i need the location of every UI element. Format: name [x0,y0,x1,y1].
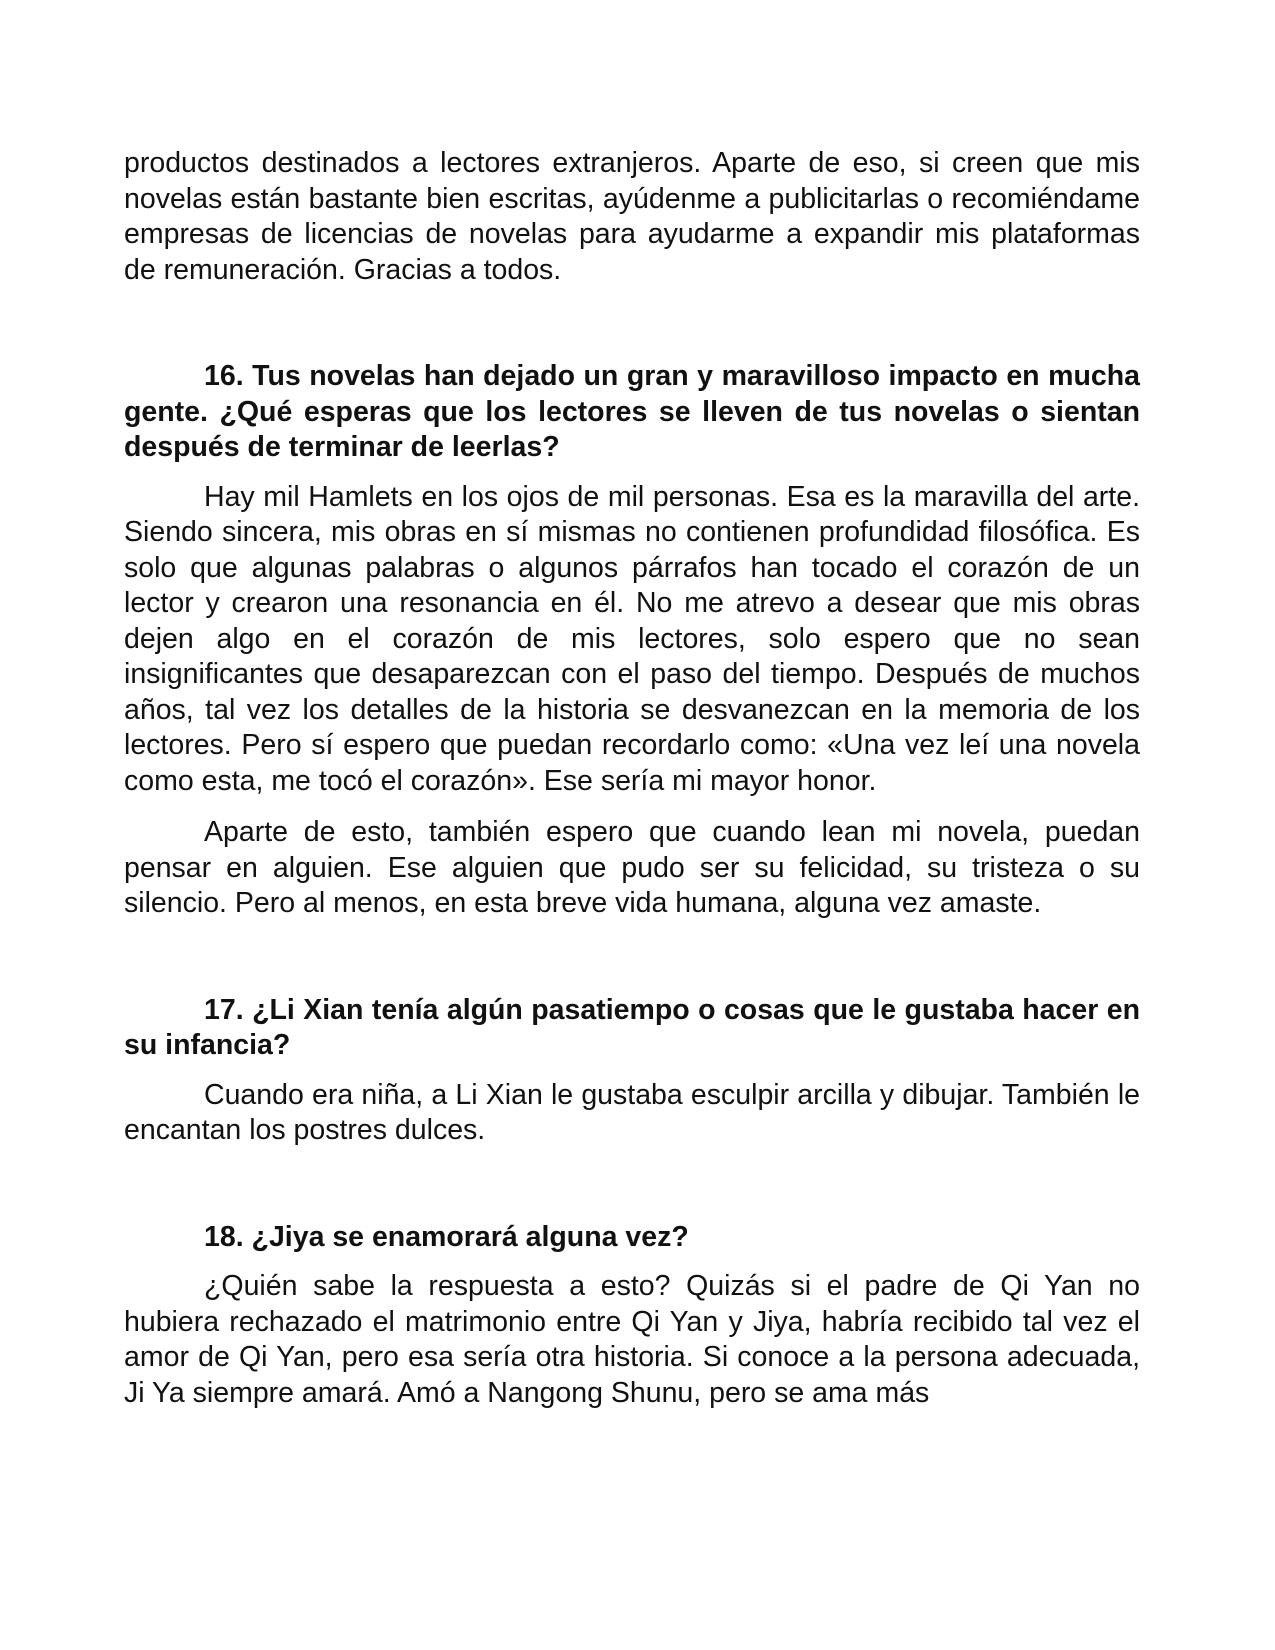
answer-18-paragraph-1: ¿Quién sabe la respuesta a esto? Quizás si el padre de Qi Yan no hubiera rechazado el matrimonio entre Qi Yan y Jiya, habría recibido tal vez el amor de Qi Yan, pero esa sería otra historia. Si conoce a la persona adecuada, Ji Ya siempre amará. Amó a Nangong Shunu, pero se ama más [124,1270,1140,1409]
answer-16-paragraph-2: Aparte de esto, también espero que cuando lean mi novela, puedan pensar en alguien. Ese alguien que pudo ser su felicidad, su tristeza o su silencio. Pero al menos, en esta breve vida humana, alguna vez amaste. [124,816,1140,919]
answer-17-paragraph-1: Cuando era niña, a Li Xian le gustaba esculpir arcilla y dibujar. También le encantan los postres dulces. [124,1078,1140,1146]
question-16: 16. Tus novelas han dejado un gran y maravilloso impacto en mucha gente. ¿Qué esperas que los lectores se lleven de tus novelas o sientan después de terminar de leerlas? [124,360,1140,463]
question-18: 18. ¿Jiya se enamorará alguna vez? [204,1220,689,1253]
document-page [124,146,1140,1411]
answer-16-paragraph-1: Hay mil Hamlets en los ojos de mil personas. Esa es la maravilla del arte. Siendo sincera, mis obras en sí mismas no contienen profundidad filosófica. Es solo que algunas palabras o algunos párrafos han tocado el corazón de un lector y crearon una resonancia en él. No me atrevo a desear que mis obras dejen algo en el corazón de mis lectores, solo espero que no sean insignificantes que desaparezcan con el paso del tiempo. Después de muchos años, tal vez los detalles de la historia se desvanezcan en la memoria de los lectores. Pero sí espero que puedan recordarlo como: «Una vez leí una novela como esta, me tocó el corazón». Ese sería mi mayor honor. [124,480,1140,797]
intro-paragraph: productos destinados a lectores extranjeros. Aparte de eso, si creen que mis novelas están bastante bien escritas, ayúdenme a publicitarlas o recomiéndame empresas de licencias de novelas para ayudarme a expandir mis plataformas de remuneración. Gracias a todos. [124,147,1140,286]
question-17: 17. ¿Li Xian tenía algún pasatiempo o cosas que le gustaba hacer en su infancia? [124,993,1140,1061]
